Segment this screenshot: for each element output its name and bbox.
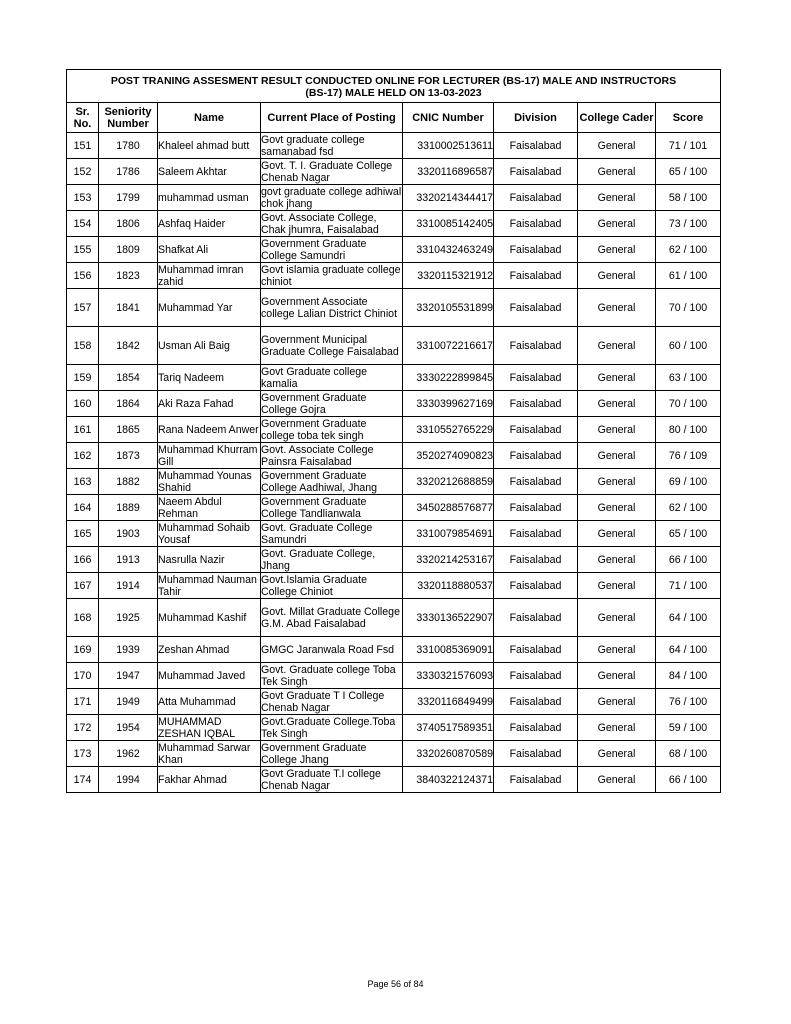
cader-cell: General	[578, 469, 656, 495]
header-cader: College Cader	[578, 103, 656, 133]
seniority-cell: 1939	[99, 637, 158, 663]
seniority-cell: 1809	[99, 237, 158, 263]
sr-cell: 170	[67, 663, 99, 689]
table-row	[67, 443, 721, 469]
name-cell: Atta Muhammad	[158, 689, 261, 715]
cader-cell: General	[578, 237, 656, 263]
place-cell: Govt. T. I. Graduate College Chenab Nagar	[261, 159, 403, 185]
cnic-cell: 3320115321912	[403, 263, 494, 289]
place-cell: Govt. Millat Graduate College G.M. Abad Faisalabad	[261, 599, 403, 637]
division-cell: Faisalabad	[494, 289, 578, 327]
table-row	[67, 767, 721, 793]
name-cell: Tariq Nadeem	[158, 365, 261, 391]
score-cell: 69 / 100	[656, 469, 721, 495]
table-row	[67, 741, 721, 767]
seniority-cell: 1786	[99, 159, 158, 185]
cnic-cell: 3310085142405	[403, 211, 494, 237]
seniority-cell: 1854	[99, 365, 158, 391]
table-row	[67, 391, 721, 417]
division-cell: Faisalabad	[494, 599, 578, 637]
division-cell: Faisalabad	[494, 185, 578, 211]
place-cell: Govt Graduate T.I college Chenab Nagar	[261, 767, 403, 793]
division-cell: Faisalabad	[494, 327, 578, 365]
header-score: Score	[656, 103, 721, 133]
sr-cell: 173	[67, 741, 99, 767]
seniority-cell: 1799	[99, 185, 158, 211]
name-cell: MUHAMMAD ZESHAN IQBAL	[158, 715, 261, 741]
name-cell: Muhammad Younas Shahid	[158, 469, 261, 495]
cnic-cell: 3320260870589	[403, 741, 494, 767]
seniority-cell: 1864	[99, 391, 158, 417]
score-cell: 76 / 109	[656, 443, 721, 469]
sr-cell: 160	[67, 391, 99, 417]
division-cell: Faisalabad	[494, 443, 578, 469]
cnic-cell: 3320116849499	[403, 689, 494, 715]
sr-cell: 158	[67, 327, 99, 365]
seniority-cell: 1841	[99, 289, 158, 327]
division-cell: Faisalabad	[494, 741, 578, 767]
seniority-cell: 1882	[99, 469, 158, 495]
seniority-cell: 1873	[99, 443, 158, 469]
score-cell: 66 / 100	[656, 767, 721, 793]
cader-cell: General	[578, 365, 656, 391]
place-cell: GMGC Jaranwala Road Fsd	[261, 637, 403, 663]
division-cell: Faisalabad	[494, 573, 578, 599]
name-cell: Muhammad Sohaib Yousaf	[158, 521, 261, 547]
name-cell: Fakhar Ahmad	[158, 767, 261, 793]
cader-cell: General	[578, 263, 656, 289]
sr-cell: 164	[67, 495, 99, 521]
header-place: Current Place of Posting	[261, 103, 403, 133]
place-cell: Government Graduate College Aadhiwal, Jhang	[261, 469, 403, 495]
place-cell: Govt.Graduate College.Toba Tek Singh	[261, 715, 403, 741]
place-cell: govt graduate college adhiwal chok jhang	[261, 185, 402, 210]
cnic-cell: 3310552765229	[403, 417, 494, 443]
sr-cell: 172	[67, 715, 99, 741]
sr-cell: 167	[67, 573, 99, 599]
sr-cell: 165	[67, 521, 99, 547]
score-cell: 76 / 100	[656, 689, 721, 715]
cader-cell: General	[578, 495, 656, 521]
score-cell: 80 / 100	[656, 417, 721, 443]
cader-cell: General	[578, 521, 656, 547]
cnic-cell: 3310072216617	[403, 327, 494, 365]
name-cell: Zeshan Ahmad	[158, 637, 261, 663]
place-cell: Govt islamia graduate college chiniot	[261, 263, 401, 288]
place-cell: Govt graduate college samanabad fsd	[261, 133, 403, 159]
sr-cell: 151	[67, 133, 99, 159]
name-cell: Muhammad Khurram Gill	[158, 443, 261, 469]
name-cell: Aki Raza Fahad	[158, 391, 261, 417]
division-cell: Faisalabad	[494, 391, 578, 417]
cader-cell: General	[578, 767, 656, 793]
place-cell: Govt Graduate college kamalia	[261, 365, 403, 391]
cnic-cell: 3840322124371	[403, 767, 494, 793]
place-cell: Government Graduate College Samundri	[261, 237, 403, 263]
cnic-cell: 3740517589351	[403, 715, 494, 741]
division-cell: Faisalabad	[494, 715, 578, 741]
header-row	[67, 103, 721, 133]
seniority-cell: 1842	[99, 327, 158, 365]
cader-cell: General	[578, 185, 656, 211]
division-cell: Faisalabad	[494, 133, 578, 159]
table-row	[67, 547, 721, 573]
seniority-cell: 1823	[99, 263, 158, 289]
cader-cell: General	[578, 391, 656, 417]
table-row	[67, 327, 721, 365]
sr-cell: 168	[67, 599, 99, 637]
place-cell: Government Graduate college toba tek singh	[261, 417, 403, 443]
seniority-cell: 1947	[99, 663, 158, 689]
division-cell: Faisalabad	[494, 237, 578, 263]
place-cell: Government Municipal Graduate College Faisalabad	[261, 327, 403, 365]
table-row	[67, 133, 721, 159]
seniority-cell: 1914	[99, 573, 158, 599]
cader-cell: General	[578, 637, 656, 663]
division-cell: Faisalabad	[494, 547, 578, 573]
score-cell: 62 / 100	[656, 495, 721, 521]
table-row	[67, 573, 721, 599]
sr-cell: 161	[67, 417, 99, 443]
score-cell: 66 / 100	[656, 547, 721, 573]
seniority-cell: 1994	[99, 767, 158, 793]
title-line-1: POST TRANING ASSESMENT RESULT CONDUCTED ONLINE FOR LECTURER (BS-17) MALE AND INSTRUCTORS	[110, 74, 677, 87]
seniority-cell: 1949	[99, 689, 158, 715]
division-cell: Faisalabad	[494, 365, 578, 391]
place-cell: Govt. Graduate College, Jhang	[261, 547, 403, 573]
name-cell: Muhammad Kashif	[158, 599, 261, 637]
header-seniority: Seniority Number	[99, 103, 158, 133]
sr-cell: 155	[67, 237, 99, 263]
place-cell: Government Graduate College Jhang	[261, 741, 403, 767]
header-sr: Sr. No.	[67, 103, 99, 133]
page-footer: Page 56 of 84	[367, 979, 424, 989]
cader-cell: General	[578, 211, 656, 237]
score-cell: 61 / 100	[656, 263, 721, 289]
table-row	[67, 715, 721, 741]
cader-cell: General	[578, 573, 656, 599]
seniority-cell: 1962	[99, 741, 158, 767]
division-cell: Faisalabad	[494, 521, 578, 547]
table-row	[67, 689, 721, 715]
name-cell: Naeem Abdul Rehman	[158, 495, 261, 521]
score-cell: 60 / 100	[656, 327, 721, 365]
division-cell: Faisalabad	[494, 637, 578, 663]
place-cell: Govt. Graduate College Samundri	[261, 521, 403, 547]
seniority-cell: 1865	[99, 417, 158, 443]
seniority-cell: 1925	[99, 599, 158, 637]
score-cell: 70 / 100	[656, 391, 721, 417]
cader-cell: General	[578, 289, 656, 327]
name-cell: Muhammad imran zahid	[158, 263, 261, 289]
table-row	[67, 521, 721, 547]
name-cell: Ashfaq Haider	[158, 211, 261, 237]
division-cell: Faisalabad	[494, 417, 578, 443]
score-cell: 65 / 100	[656, 521, 721, 547]
division-cell: Faisalabad	[494, 767, 578, 793]
score-cell: 70 / 100	[656, 289, 721, 327]
cnic-cell: 3320116896587	[403, 159, 494, 185]
seniority-cell: 1806	[99, 211, 158, 237]
sr-cell: 154	[67, 211, 99, 237]
score-cell: 64 / 100	[656, 637, 721, 663]
table-row	[67, 289, 721, 327]
cader-cell: General	[578, 715, 656, 741]
score-cell: 73 / 100	[656, 211, 721, 237]
seniority-cell: 1889	[99, 495, 158, 521]
table-row	[67, 185, 721, 211]
sr-cell: 159	[67, 365, 99, 391]
table-row	[67, 417, 721, 443]
sr-cell: 153	[67, 185, 99, 211]
cnic-cell: 3450288576877	[403, 495, 494, 521]
result-table	[66, 69, 721, 793]
place-cell: Government Graduate College Tandlianwala	[261, 495, 403, 521]
cader-cell: General	[578, 327, 656, 365]
division-cell: Faisalabad	[494, 469, 578, 495]
cader-cell: General	[578, 417, 656, 443]
name-cell: Muhammad Sarwar Khan	[158, 741, 261, 767]
division-cell: Faisalabad	[494, 211, 578, 237]
cnic-cell: 3320214344417	[403, 185, 494, 211]
cnic-cell: 3320214253167	[403, 547, 494, 573]
document-title	[67, 70, 721, 103]
score-cell: 68 / 100	[656, 741, 721, 767]
cader-cell: General	[578, 741, 656, 767]
sr-cell: 156	[67, 263, 99, 289]
cnic-cell: 3330136522907	[403, 599, 494, 637]
score-cell: 65 / 100	[656, 159, 721, 185]
cader-cell: General	[578, 689, 656, 715]
name-cell: Muhammad Yar	[158, 289, 261, 327]
division-cell: Faisalabad	[494, 159, 578, 185]
name-cell: Usman Ali Baig	[158, 327, 261, 365]
place-cell: Government Associate college Lalian District Chiniot	[261, 289, 403, 327]
name-cell: Nasrulla Nazir	[158, 547, 261, 573]
score-cell: 59 / 100	[656, 715, 721, 741]
score-cell: 84 / 100	[656, 663, 721, 689]
header-cnic: CNIC Number	[403, 103, 494, 133]
score-cell: 71 / 100	[656, 573, 721, 599]
title-line-2: (BS-17) MALE HELD ON 13-03-2023	[305, 87, 482, 99]
division-cell: Faisalabad	[494, 495, 578, 521]
cader-cell: General	[578, 599, 656, 637]
sr-cell: 152	[67, 159, 99, 185]
sr-cell: 169	[67, 637, 99, 663]
cnic-cell: 3310432463249	[403, 237, 494, 263]
table-row	[67, 469, 721, 495]
sr-cell: 166	[67, 547, 99, 573]
cnic-cell: 3320118880537	[403, 573, 494, 599]
cnic-cell: 3320105531899	[403, 289, 494, 327]
place-cell: Govt. Associate College, Chak jhumra, Faisalabad	[261, 211, 403, 237]
sr-cell: 171	[67, 689, 99, 715]
cnic-cell: 3330399627169	[403, 391, 494, 417]
header-name: Name	[158, 103, 261, 133]
cnic-cell: 3310085369091	[403, 637, 494, 663]
place-cell: Government Graduate College Gojra	[261, 391, 403, 417]
place-cell: Govt. Graduate college Toba Tek Singh	[261, 663, 403, 689]
cnic-cell: 3330321576093	[403, 663, 494, 689]
name-cell: Khaleel ahmad butt	[158, 133, 261, 159]
cnic-cell: 3520274090823	[403, 443, 494, 469]
table-row	[67, 599, 721, 637]
table-row	[67, 237, 721, 263]
name-cell: Muhammad Javed	[158, 663, 261, 689]
table-row	[67, 663, 721, 689]
table-row	[67, 263, 721, 289]
seniority-cell: 1913	[99, 547, 158, 573]
sr-cell: 162	[67, 443, 99, 469]
header-division: Division	[494, 103, 578, 133]
table-row	[67, 637, 721, 663]
name-cell: Muhammad Nauman Tahir	[158, 573, 261, 599]
sr-cell: 174	[67, 767, 99, 793]
name-cell: Saleem Akhtar	[158, 159, 261, 185]
cader-cell: General	[578, 663, 656, 689]
score-cell: 64 / 100	[656, 599, 721, 637]
score-cell: 63 / 100	[656, 365, 721, 391]
score-cell: 71 / 101	[656, 133, 721, 159]
result-rows	[67, 133, 721, 793]
cnic-cell: 3310079854691	[403, 521, 494, 547]
table-row	[67, 211, 721, 237]
table-row	[67, 495, 721, 521]
seniority-cell: 1903	[99, 521, 158, 547]
seniority-cell: 1780	[99, 133, 158, 159]
score-cell: 62 / 100	[656, 237, 721, 263]
table-row	[67, 365, 721, 391]
division-cell: Faisalabad	[494, 263, 578, 289]
division-cell: Faisalabad	[494, 689, 578, 715]
name-cell: muhammad usman	[158, 185, 261, 211]
cnic-cell: 3310002513611	[403, 133, 494, 159]
cnic-cell: 3320212688859	[403, 469, 494, 495]
table-row	[67, 159, 721, 185]
cader-cell: General	[578, 547, 656, 573]
cnic-cell: 3330222899845	[403, 365, 494, 391]
seniority-cell: 1954	[99, 715, 158, 741]
name-cell: Shafkat Ali	[158, 237, 261, 263]
cader-cell: General	[578, 159, 656, 185]
place-cell: Govt. Associate College Painsra Faisalabad	[261, 443, 403, 469]
division-cell: Faisalabad	[494, 663, 578, 689]
cader-cell: General	[578, 443, 656, 469]
place-cell: Govt Graduate T I College Chenab Nagar	[261, 689, 403, 715]
score-cell: 58 / 100	[656, 185, 721, 211]
sr-cell: 163	[67, 469, 99, 495]
place-cell: Govt.Islamia Graduate College Chiniot	[261, 573, 403, 599]
name-cell: Rana Nadeem Anwer	[158, 417, 261, 443]
cader-cell: General	[578, 133, 656, 159]
sr-cell: 157	[67, 289, 99, 327]
